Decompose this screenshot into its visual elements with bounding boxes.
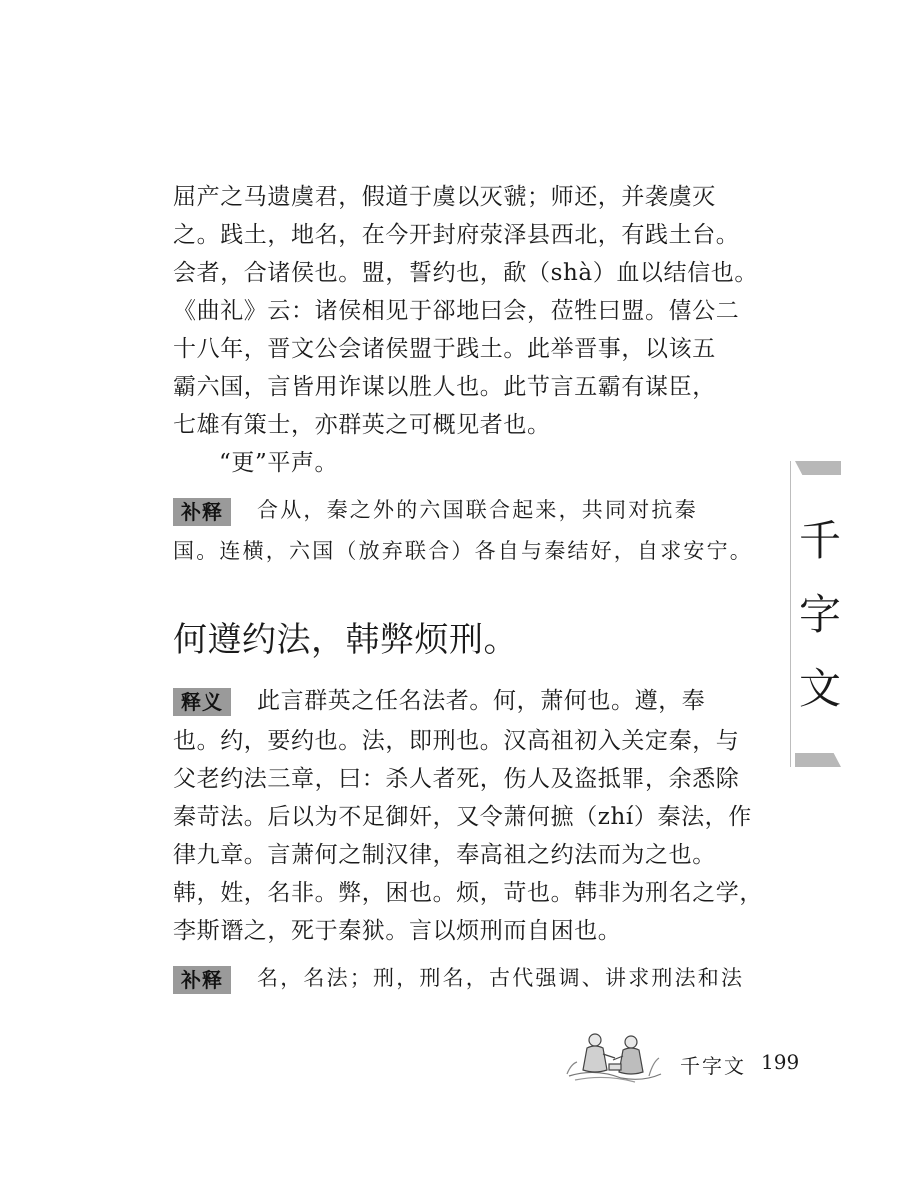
text-line: 之。践土，地名，在今开封府荥泽县西北，有践土台。 [173, 222, 740, 248]
page-footer [565, 1028, 805, 1088]
text-line: 十八年，晋文公会诸侯盟于践土。此举晋事，以该五 [173, 336, 716, 362]
two-scholars-illustration-icon [565, 1028, 665, 1084]
verse-heading: 何遵约法，韩弊烦刑。 [173, 620, 518, 660]
bracket-top-icon [795, 461, 841, 475]
side-tab-char: 千 [799, 516, 842, 565]
explanation-section [173, 680, 763, 950]
side-tab-char: 文 [799, 664, 842, 713]
text-line: 七雄有策士，亦群英之可概见者也。 [173, 412, 551, 438]
pronunciation-note: “更”平声。 [219, 450, 339, 476]
text-line: 也。约，要约也。法，即刑也。汉高祖初入关定秦，与 [173, 728, 740, 754]
page-body [173, 178, 763, 1000]
text-line: 国。连横，六国（放弃联合）各自与秦结好，自求安宁。 [173, 539, 753, 563]
paragraph-commentary [173, 178, 758, 482]
text-line: 名，名法；刑，刑名，古代强调、讲求刑法和法 [257, 966, 745, 990]
supplement-note [173, 488, 753, 570]
text-line: 《曲礼》云：诸侯相见于郤地曰会，莅牲曰盟。僖公二 [173, 298, 740, 324]
text-line: 秦苛法。后以为不足御奸，又令萧何摭（zhí）秦法，作 [173, 804, 752, 830]
bracket-bottom-icon [795, 753, 841, 767]
supplement-tag: 补释 [173, 966, 231, 994]
footer-book-title: 千字文 [680, 1054, 746, 1078]
text-line: 韩，姓，名非。弊，困也。烦，苛也。韩非为刑名之学， [173, 880, 763, 906]
explanation-tag: 释义 [173, 688, 231, 716]
text-line: 合从，秦之外的六国联合起来，共同对抗秦 [257, 498, 698, 522]
text-line: 霸六国，言皆用诈谋以胜人也。此节言五霸有谋臣， [173, 374, 716, 400]
text-line: 此言群英之任名法者。何，萧何也。遵，奉 [257, 688, 706, 714]
text-line: 李斯谮之，死于秦狱。言以烦刑而自困也。 [173, 918, 622, 944]
supplement-note [173, 956, 745, 1000]
page-number: 199 [761, 1050, 800, 1074]
text-line: 会者，合诸侯也。盟，誓约也，歃（shà）血以结信也。 [173, 260, 758, 286]
text-line: 屈产之马遗虞君，假道于虞以灭虢；师还，并袭虞灭 [173, 184, 716, 210]
text-line: 父老约法三章，曰：杀人者死，伤人及盗抵罪，余悉除 [173, 766, 740, 792]
book-title-side-tab [790, 461, 842, 767]
text-line: 律九章。言萧何之制汉律，奉高祖之约法而为之也。 [173, 842, 716, 868]
side-tab-char: 字 [799, 590, 842, 639]
supplement-tag: 补释 [173, 498, 231, 526]
